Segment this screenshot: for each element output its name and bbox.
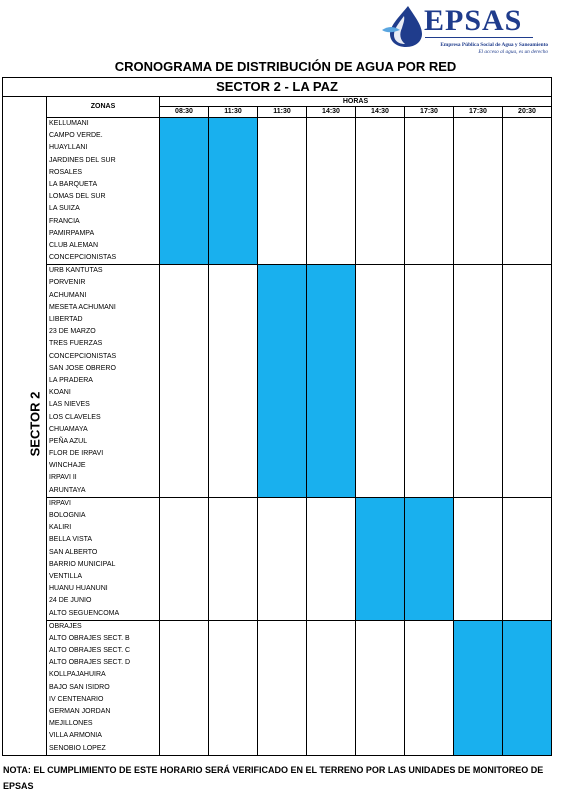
time-slot [258,497,307,620]
schedule-table-wrap [2,77,551,759]
time-slot [307,497,356,620]
zone-name: HUANU HUANUNI [49,585,108,593]
time-header: 17:30 [454,107,503,118]
zone-list-cell [47,497,160,620]
zone-name: PEÑA AZUL [49,437,88,445]
footer-note: NOTA: EL CUMPLIMIENTO DE ESTE HORARIO SERÁ VERIFICADO EN EL TERRENO POR LAS UNIDADES DE MONITOREO DE EPSAS [3,765,544,791]
zone-name: IV CENTENARIO [49,695,104,703]
time-header: 20:30 [503,107,552,118]
time-slot [307,620,356,755]
zone-name: SAN ALBERTO [49,548,98,556]
zone-name: LOS CLAVELES [49,413,101,421]
time-slot [405,620,454,755]
zone-name: MESETA ACHUMANI [49,303,116,311]
active-time-slot [356,497,405,620]
zone-name: 23 DE MARZO [49,328,96,336]
zone-name: CAMPO VERDE. [49,132,103,140]
active-time-slot [454,620,503,755]
active-time-slot [307,265,356,498]
zone-name: ACHUMANI [49,291,87,299]
zone-name: HUAYLLANI [49,144,88,152]
logo-rule [425,37,533,38]
zone-name: BOLOGNIA [49,512,86,519]
zone-name: VILLA ARMONIA [49,732,102,740]
zone-group-row [3,265,552,498]
time-slot [209,497,258,620]
zone-name: LA SUIZA [49,205,80,213]
zone-name: ALTO SEGUENCOMA [49,609,120,617]
zone-name: BAJO SAN ISIDRO [49,683,110,691]
sector-label: SECTOR 2 [27,391,43,457]
zone-name: LOMAS DEL SUR [49,193,106,201]
zone-name: ARUNTAYA [49,486,86,494]
zone-name: FRANCIA [49,217,80,225]
zone-name: ALTO OBRAJES SECT. C [49,647,131,655]
zone-name: JARDINES DEL SUR [49,156,116,164]
zone-group-row [3,118,552,265]
zone-name: KOLLPAJAHUIRA [49,671,106,679]
zone-name: FLOR DE IRPAVI [49,450,104,458]
zone-name: PAMIRPAMPA [49,229,95,237]
logo-subtitle: Empresa Pública Social de Agua y Saneamiento [440,42,548,48]
time-slot [160,620,209,755]
zone-name: OBRAJES [49,622,82,630]
zone-name: ALTO OBRAJES SECT. D [49,659,131,667]
zones-header: ZONAS [47,97,160,118]
sector-label-cell [3,97,47,756]
time-slot [356,265,405,498]
zone-name: LA BARQUETA [49,180,98,188]
zone-name: CHUAMAYA [49,425,88,433]
sector-title: SECTOR 2 - LA PAZ [3,78,552,97]
logo-slogan: El acceso al agua, es un derecho [478,49,548,55]
time-slot [405,265,454,498]
time-header: 11:30 [258,107,307,118]
zone-name: CLUB ALEMAN [49,241,99,249]
zone-name: 24 DE JUNIO [49,597,92,605]
zone-list-cell [47,620,160,755]
zone-name: KELLUMANI [49,120,89,127]
zone-name: ROSALES [49,168,83,176]
zone-name: CONCEPCIONISTAS [49,254,117,262]
active-time-slot [405,497,454,620]
zone-group-row [3,497,552,620]
time-slot [307,118,356,265]
zone-name: KALIRI [49,524,72,532]
logo-wordmark: EPSAS [424,4,523,37]
time-slot [209,265,258,498]
zone-name: ALTO OBRAJES SECT. B [49,634,130,642]
active-time-slot [209,118,258,265]
time-slot [454,265,503,498]
zone-name: GERMAN JORDAN [49,708,111,715]
zone-name: VENTILLA [49,572,83,580]
zone-name: CONCEPCIONISTAS [49,352,117,360]
epsas-logo [378,4,548,55]
time-header: 08:30 [160,107,209,118]
hours-header: HORAS [160,97,552,107]
time-header: 14:30 [307,107,356,118]
time-slot [454,497,503,620]
time-slot [258,620,307,755]
zone-name: TRES FUERZAS [49,340,103,348]
time-slot [454,118,503,265]
zone-name: SAN JOSE OBRERO [49,364,116,372]
time-slot [160,497,209,620]
zone-name: LAS NIEVES [49,401,90,409]
zone-name: URB KANTUTAS [49,267,103,275]
time-header: 14:30 [356,107,405,118]
zone-name: LIBERTAD [49,316,83,323]
time-header: 17:30 [405,107,454,118]
active-time-slot [503,620,552,755]
zone-name: IRPAVI [49,499,71,507]
time-slot [160,265,209,498]
zone-name: SENOBIO LOPEZ [49,744,106,752]
time-slot [356,620,405,755]
zone-name: PORVENIR [49,279,86,287]
time-slot [503,265,552,498]
zone-list-cell [47,265,160,498]
document-title: CRONOGRAMA DE DISTRIBUCIÓN DE AGUA POR RED [114,59,457,74]
header [0,0,571,58]
zone-name: LA PRADERA [49,376,93,384]
time-slot [503,118,552,265]
zone-list-cell [47,118,160,265]
time-slot [209,620,258,755]
zone-name: KOANI [49,389,71,397]
time-slot [258,118,307,265]
zone-name: BELLA VISTA [49,536,93,544]
zone-name: MEJILLONES [49,720,93,728]
time-slot [503,497,552,620]
time-slot [356,118,405,265]
active-time-slot [258,265,307,498]
time-slot [405,118,454,265]
zone-name: BARRIO MUNICIPAL [49,560,116,568]
zone-name: WINCHAJE [49,462,86,470]
zone-group-row [3,620,552,755]
time-header: 11:30 [209,107,258,118]
zone-name: IRPAVI II [49,474,77,482]
active-time-slot [160,118,209,265]
schedule-table [2,77,552,756]
